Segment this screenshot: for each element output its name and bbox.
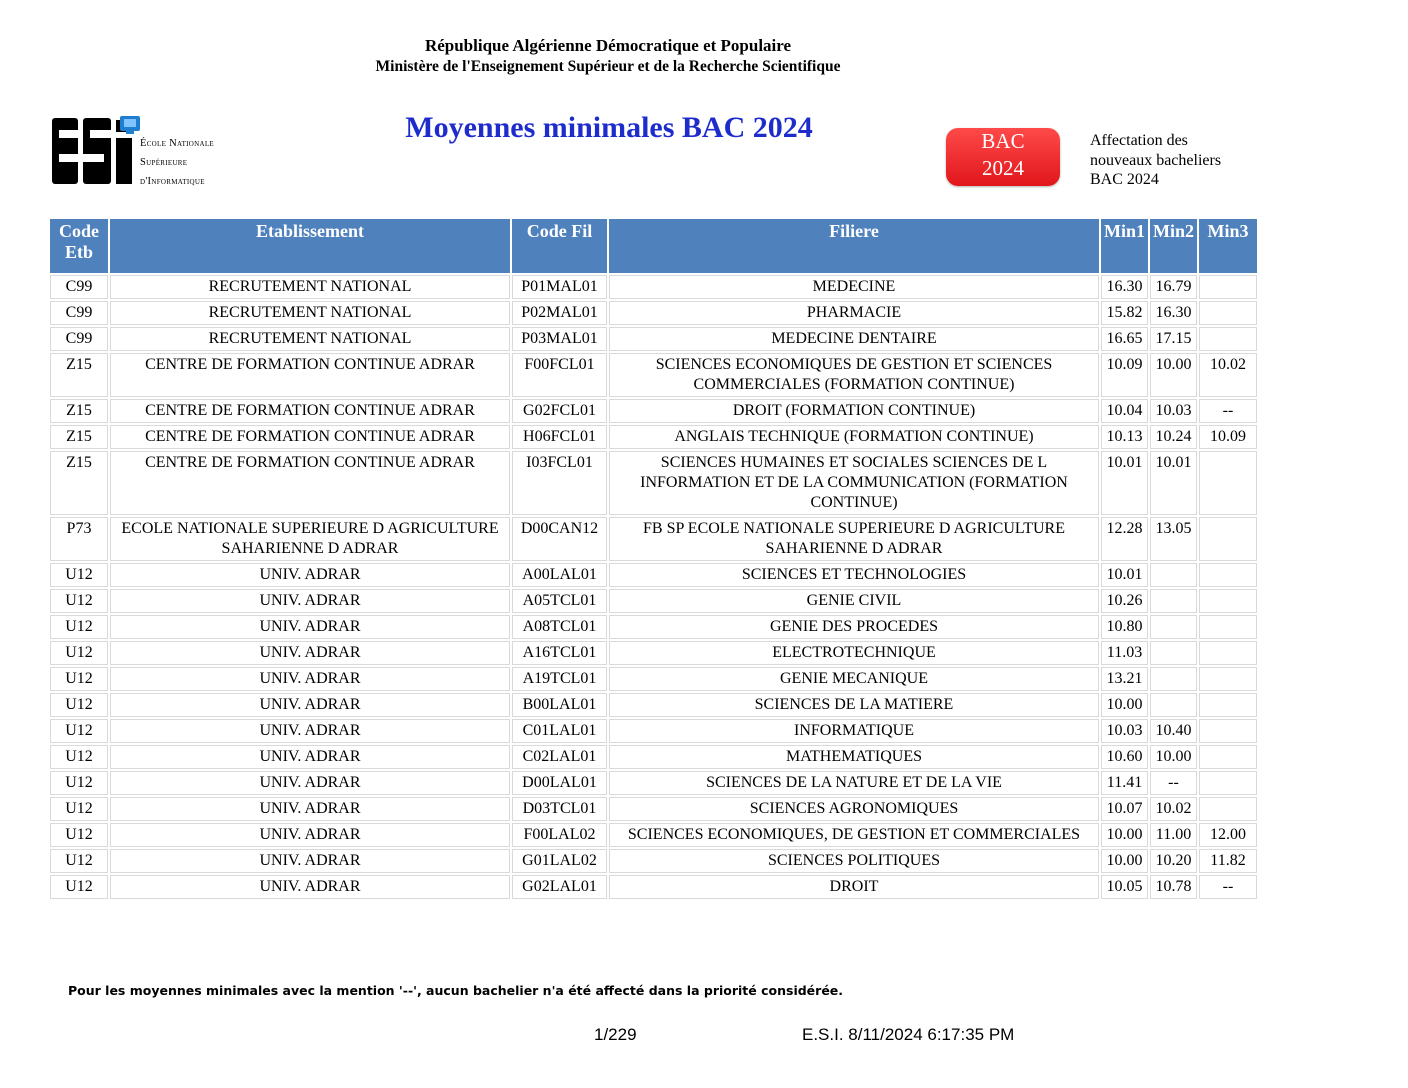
code-etb-cell: C99 xyxy=(50,301,108,325)
table-row xyxy=(50,353,1257,397)
min1-cell: 10.26 xyxy=(1101,589,1148,613)
min2-cell: 10.24 xyxy=(1150,425,1197,449)
min1-cell: 10.09 xyxy=(1101,353,1148,397)
table-row xyxy=(50,275,1257,299)
filiere-cell: GENIE DES PROCEDES xyxy=(609,615,1099,639)
min1-cell: 16.65 xyxy=(1101,327,1148,351)
code-fil-cell: A19TCL01 xyxy=(512,667,607,691)
filiere-cell: MEDECINE xyxy=(609,275,1099,299)
code-etb-cell: U12 xyxy=(50,719,108,743)
table-row xyxy=(50,719,1257,743)
min3-cell xyxy=(1199,771,1257,795)
filiere-cell: PHARMACIE xyxy=(609,301,1099,325)
min1-cell: 13.21 xyxy=(1101,667,1148,691)
code-etb-cell: U12 xyxy=(50,563,108,587)
table-row xyxy=(50,797,1257,821)
code-fil-cell: P01MAL01 xyxy=(512,275,607,299)
col-header-code-etb-line1: Code xyxy=(59,221,99,241)
col-header-etablissement: Etablissement xyxy=(110,219,510,273)
logo-caption-line2: Supérieure xyxy=(140,157,188,168)
table-row xyxy=(50,693,1257,717)
etablissement-cell: UNIV. ADRAR xyxy=(110,615,510,639)
code-fil-cell: G02LAL01 xyxy=(512,875,607,899)
filiere-cell: SCIENCES DE LA MATIERE xyxy=(609,693,1099,717)
code-etb-cell: U12 xyxy=(50,823,108,847)
code-etb-cell: Z15 xyxy=(50,353,108,397)
col-header-code-fil: Code Fil xyxy=(512,219,607,273)
min3-cell xyxy=(1199,451,1257,515)
etablissement-cell: UNIV. ADRAR xyxy=(110,797,510,821)
table-row xyxy=(50,517,1257,561)
min1-cell: 11.41 xyxy=(1101,771,1148,795)
min3-cell: 10.02 xyxy=(1199,353,1257,397)
min2-cell: 10.02 xyxy=(1150,797,1197,821)
min1-cell: 15.82 xyxy=(1101,301,1148,325)
code-fil-cell: P03MAL01 xyxy=(512,327,607,351)
min1-cell: 10.00 xyxy=(1101,823,1148,847)
etablissement-cell: CENTRE DE FORMATION CONTINUE ADRAR xyxy=(110,399,510,423)
min3-cell xyxy=(1199,797,1257,821)
min3-cell xyxy=(1199,745,1257,769)
table-row xyxy=(50,771,1257,795)
bac-badge-line1: BAC xyxy=(981,129,1025,153)
min3-cell: 11.82 xyxy=(1199,849,1257,873)
code-etb-cell: Z15 xyxy=(50,451,108,515)
filiere-cell: DROIT xyxy=(609,875,1099,899)
table-row xyxy=(50,823,1257,847)
print-stamp: E.S.I. 8/11/2024 6:17:35 PM xyxy=(802,1025,1015,1044)
min1-cell: 10.80 xyxy=(1101,615,1148,639)
code-fil-cell: A05TCL01 xyxy=(512,589,607,613)
code-fil-cell: C01LAL01 xyxy=(512,719,607,743)
table-row xyxy=(50,667,1257,691)
table-body xyxy=(50,275,1257,899)
min1-cell: 12.28 xyxy=(1101,517,1148,561)
etablissement-cell: UNIV. ADRAR xyxy=(110,823,510,847)
etablissement-cell: RECRUTEMENT NATIONAL xyxy=(110,301,510,325)
min3-cell xyxy=(1199,589,1257,613)
code-fil-cell: A08TCL01 xyxy=(512,615,607,639)
min3-cell xyxy=(1199,327,1257,351)
min1-cell: 10.07 xyxy=(1101,797,1148,821)
min3-cell xyxy=(1199,301,1257,325)
code-fil-cell: D00LAL01 xyxy=(512,771,607,795)
footnote: Pour les moyennes minimales avec la mention '--', aucun bachelier n'a été affecté dans la priorité considérée. xyxy=(68,983,844,998)
min3-cell xyxy=(1199,275,1257,299)
etablissement-cell: UNIV. ADRAR xyxy=(110,745,510,769)
min1-cell: 10.01 xyxy=(1101,563,1148,587)
etablissement-cell: UNIV. ADRAR xyxy=(110,771,510,795)
min2-cell: 11.00 xyxy=(1150,823,1197,847)
table-row xyxy=(50,563,1257,587)
table-row xyxy=(50,849,1257,873)
min3-cell xyxy=(1199,563,1257,587)
min2-cell: 10.01 xyxy=(1150,451,1197,515)
bac-badge xyxy=(946,128,1060,186)
min3-cell: 12.00 xyxy=(1199,823,1257,847)
code-etb-cell: U12 xyxy=(50,745,108,769)
table-row xyxy=(50,425,1257,449)
filiere-cell: FB SP ECOLE NATIONALE SUPERIEURE D AGRICULTURE SAHARIENNE D ADRAR xyxy=(609,517,1099,561)
code-fil-cell: B00LAL01 xyxy=(512,693,607,717)
min3-cell xyxy=(1199,641,1257,665)
etablissement-cell: UNIV. ADRAR xyxy=(110,875,510,899)
col-header-min1: Min1 xyxy=(1101,219,1148,273)
filiere-cell: SCIENCES POLITIQUES xyxy=(609,849,1099,873)
min3-cell xyxy=(1199,719,1257,743)
min1-cell: 10.00 xyxy=(1101,693,1148,717)
code-etb-cell: P73 xyxy=(50,517,108,561)
min2-cell: 13.05 xyxy=(1150,517,1197,561)
code-etb-cell: C99 xyxy=(50,275,108,299)
table-row xyxy=(50,875,1257,899)
etablissement-cell: UNIV. ADRAR xyxy=(110,693,510,717)
min2-cell xyxy=(1150,693,1197,717)
filiere-cell: MATHEMATIQUES xyxy=(609,745,1099,769)
etablissement-cell: CENTRE DE FORMATION CONTINUE ADRAR xyxy=(110,451,510,515)
code-fil-cell: C02LAL01 xyxy=(512,745,607,769)
filiere-cell: INFORMATIQUE xyxy=(609,719,1099,743)
code-etb-cell: U12 xyxy=(50,849,108,873)
min2-cell: 10.00 xyxy=(1150,353,1197,397)
table-row xyxy=(50,745,1257,769)
filiere-cell: SCIENCES ET TECHNOLOGIES xyxy=(609,563,1099,587)
etablissement-cell: UNIV. ADRAR xyxy=(110,667,510,691)
page-title: Moyennes minimales BAC 2024 xyxy=(405,111,813,144)
etablissement-cell: UNIV. ADRAR xyxy=(110,719,510,743)
table-row xyxy=(50,641,1257,665)
code-fil-cell: D03TCL01 xyxy=(512,797,607,821)
logo-caption-line3: d'Informatique xyxy=(140,176,205,187)
page-number: 1/229 xyxy=(594,1025,637,1044)
min2-cell xyxy=(1150,615,1197,639)
filiere-cell: GENIE MECANIQUE xyxy=(609,667,1099,691)
min1-cell: 16.30 xyxy=(1101,275,1148,299)
col-header-filiere: Filiere xyxy=(609,219,1099,273)
min1-cell: 11.03 xyxy=(1101,641,1148,665)
min3-cell: 10.09 xyxy=(1199,425,1257,449)
min2-cell xyxy=(1150,589,1197,613)
code-etb-cell: U12 xyxy=(50,693,108,717)
min3-cell: -- xyxy=(1199,399,1257,423)
filiere-cell: GENIE CIVIL xyxy=(609,589,1099,613)
filiere-cell: SCIENCES ECONOMIQUES, DE GESTION ET COMMERCIALES xyxy=(609,823,1099,847)
affectation-line2: nouveaux bacheliers xyxy=(1090,151,1222,169)
min2-cell: -- xyxy=(1150,771,1197,795)
min3-cell xyxy=(1199,693,1257,717)
col-header-min2: Min2 xyxy=(1150,219,1197,273)
filiere-cell: SCIENCES AGRONOMIQUES xyxy=(609,797,1099,821)
min1-cell: 10.60 xyxy=(1101,745,1148,769)
etablissement-cell: UNIV. ADRAR xyxy=(110,641,510,665)
code-etb-cell: U12 xyxy=(50,875,108,899)
min1-cell: 10.01 xyxy=(1101,451,1148,515)
min2-cell: 16.79 xyxy=(1150,275,1197,299)
etablissement-cell: UNIV. ADRAR xyxy=(110,849,510,873)
code-etb-cell: U12 xyxy=(50,797,108,821)
min2-cell: 10.78 xyxy=(1150,875,1197,899)
ministry-heading: Ministère de l'Enseignement Supérieur et de la Recherche Scientifique xyxy=(375,58,841,75)
min2-cell xyxy=(1150,667,1197,691)
affectation-line3: BAC 2024 xyxy=(1090,171,1159,188)
min3-cell: -- xyxy=(1199,875,1257,899)
code-etb-cell: U12 xyxy=(50,667,108,691)
code-etb-cell: U12 xyxy=(50,771,108,795)
code-fil-cell: F00FCL01 xyxy=(512,353,607,397)
table-row xyxy=(50,451,1257,515)
etablissement-cell: CENTRE DE FORMATION CONTINUE ADRAR xyxy=(110,353,510,397)
code-etb-cell: U12 xyxy=(50,589,108,613)
filiere-cell: SCIENCES HUMAINES ET SOCIALES SCIENCES DE L INFORMATION ET DE LA COMMUNICATION (FORMATION CONTINUE) xyxy=(609,451,1099,515)
code-etb-cell: C99 xyxy=(50,327,108,351)
min1-cell: 10.05 xyxy=(1101,875,1148,899)
min2-cell: 10.03 xyxy=(1150,399,1197,423)
affectation-line1: Affectation des xyxy=(1090,132,1188,149)
table-header-row xyxy=(50,219,1257,273)
logo-caption-line1: École Nationale xyxy=(140,138,215,149)
min3-cell xyxy=(1199,615,1257,639)
code-fil-cell: G02FCL01 xyxy=(512,399,607,423)
code-etb-cell: Z15 xyxy=(50,425,108,449)
etablissement-cell: ECOLE NATIONALE SUPERIEURE D AGRICULTURE SAHARIENNE D ADRAR xyxy=(110,517,510,561)
col-header-code-etb-line2: Etb xyxy=(64,242,93,262)
table-row xyxy=(50,301,1257,325)
min3-cell xyxy=(1199,517,1257,561)
code-fil-cell: P02MAL01 xyxy=(512,301,607,325)
min1-cell: 10.13 xyxy=(1101,425,1148,449)
code-fil-cell: I03FCL01 xyxy=(512,451,607,515)
code-fil-cell: A00LAL01 xyxy=(512,563,607,587)
bac-badge-line2: 2024 xyxy=(982,156,1024,180)
etablissement-cell: RECRUTEMENT NATIONAL xyxy=(110,327,510,351)
etablissement-cell: UNIV. ADRAR xyxy=(110,589,510,613)
min1-cell: 10.04 xyxy=(1101,399,1148,423)
min1-cell: 10.00 xyxy=(1101,849,1148,873)
table-row xyxy=(50,615,1257,639)
min3-cell xyxy=(1199,667,1257,691)
table-row xyxy=(50,589,1257,613)
col-header-min3: Min3 xyxy=(1199,219,1257,273)
code-fil-cell: F00LAL02 xyxy=(512,823,607,847)
table-row xyxy=(50,327,1257,351)
code-fil-cell: H06FCL01 xyxy=(512,425,607,449)
min2-cell: 10.40 xyxy=(1150,719,1197,743)
results-table xyxy=(48,217,1259,901)
filiere-cell: MEDECINE DENTAIRE xyxy=(609,327,1099,351)
filiere-cell: DROIT (FORMATION CONTINUE) xyxy=(609,399,1099,423)
republic-heading: République Algérienne Démocratique et Populaire xyxy=(424,36,792,55)
etablissement-cell: RECRUTEMENT NATIONAL xyxy=(110,275,510,299)
filiere-cell: ANGLAIS TECHNIQUE (FORMATION CONTINUE) xyxy=(609,425,1099,449)
min2-cell xyxy=(1150,641,1197,665)
etablissement-cell: CENTRE DE FORMATION CONTINUE ADRAR xyxy=(110,425,510,449)
filiere-cell: ELECTROTECHNIQUE xyxy=(609,641,1099,665)
filiere-cell: SCIENCES ECONOMIQUES DE GESTION ET SCIENCES COMMERCIALES (FORMATION CONTINUE) xyxy=(609,353,1099,397)
code-fil-cell: A16TCL01 xyxy=(512,641,607,665)
min1-cell: 10.03 xyxy=(1101,719,1148,743)
affectation-note xyxy=(1090,131,1221,190)
filiere-cell: SCIENCES DE LA NATURE ET DE LA VIE xyxy=(609,771,1099,795)
code-etb-cell: U12 xyxy=(50,641,108,665)
table-row xyxy=(50,399,1257,423)
min2-cell: 10.20 xyxy=(1150,849,1197,873)
code-fil-cell: G01LAL02 xyxy=(512,849,607,873)
code-etb-cell: U12 xyxy=(50,615,108,639)
min2-cell xyxy=(1150,563,1197,587)
code-fil-cell: D00CAN12 xyxy=(512,517,607,561)
code-etb-cell: Z15 xyxy=(50,399,108,423)
min2-cell: 10.00 xyxy=(1150,745,1197,769)
col-header-code-etb xyxy=(50,219,108,273)
etablissement-cell: UNIV. ADRAR xyxy=(110,563,510,587)
min2-cell: 16.30 xyxy=(1150,301,1197,325)
min2-cell: 17.15 xyxy=(1150,327,1197,351)
